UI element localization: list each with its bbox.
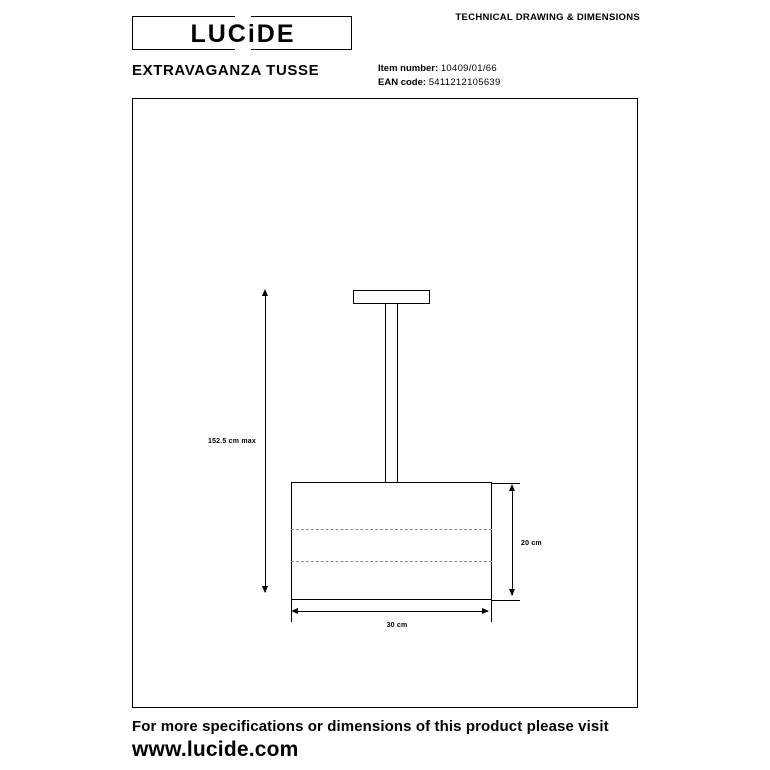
item-number-row [378,62,501,76]
product-meta [378,62,501,90]
width-label-wrapper [0,622,770,629]
width-arrow-right-icon [482,608,489,614]
shade-band-upper-line [291,529,492,530]
width-tick-right [491,600,492,622]
page-title: EXTRAVAGANZA TUSSE [132,62,320,79]
item-number-label: Item number: [378,63,439,74]
shade-band-lower-line [291,561,492,562]
brand-logo-text: LUCiDE [190,20,296,48]
shade-height-arrow-down-icon [509,589,515,596]
width-dimension-line [294,611,488,612]
ceiling-canopy-shape [353,290,430,304]
technical-drawing-label: TECHNICAL DRAWING & DIMENSIONS [455,12,640,23]
item-number-value: 10409/01/66 [440,63,497,74]
total-height-dimension-line [265,292,266,592]
suspension-rod-shape [385,304,398,483]
shade-height-tick-bottom [492,600,520,601]
brand-logo [132,16,352,50]
ean-code-row [378,76,501,90]
shade-height-tick-top [492,483,520,484]
shade-height-label: 20 cm [521,540,542,547]
height-arrow-down-icon [262,586,268,593]
ean-code-label: EAN code: [378,77,427,88]
width-arrow-left-icon [291,608,298,614]
shade-height-dimension-line [512,487,513,595]
total-height-label: 152.5 cm max [208,438,256,445]
lamp-shade-shape [291,482,492,600]
shade-height-arrow-up-icon [509,484,515,491]
footer-text: For more specifications or dimensions of this product please visit [132,718,609,735]
width-label: 30 cm [386,622,408,629]
height-arrow-up-icon [262,289,268,296]
ean-code-value: 5411212105639 [428,77,501,88]
footer-website-link[interactable]: www.lucide.com [132,738,299,761]
